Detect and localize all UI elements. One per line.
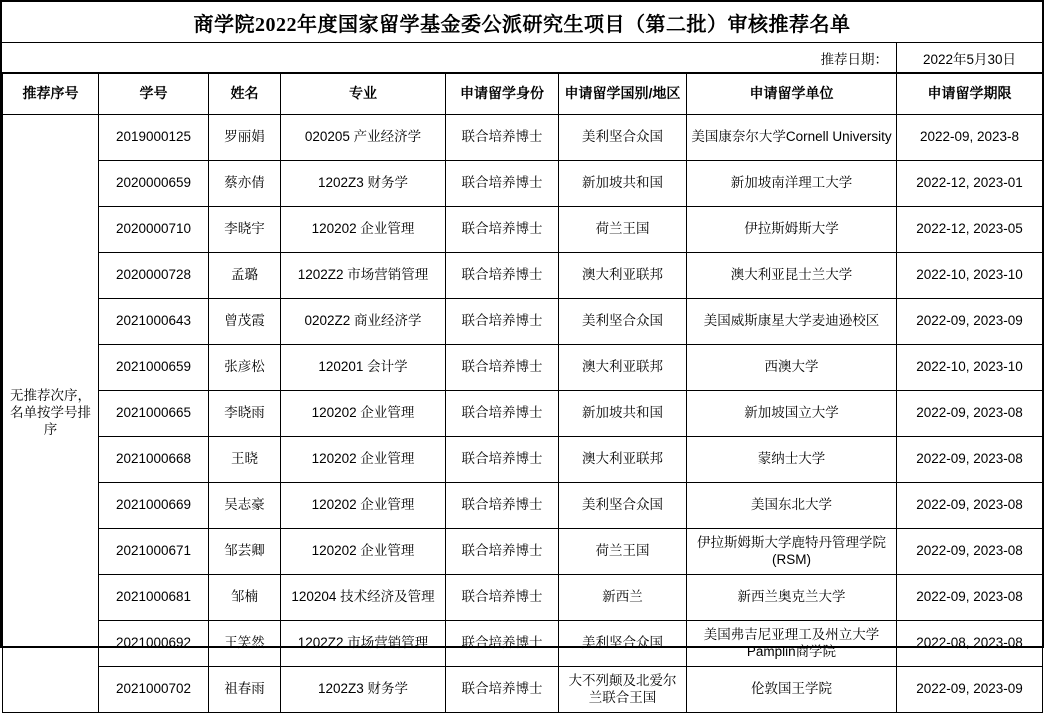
table-header-row xyxy=(3,74,1043,115)
cell-major: 0202Z2 商业经济学 xyxy=(281,299,446,345)
cell-major: 120204 技术经济及管理 xyxy=(281,575,446,621)
cell-identity: 联合培养博士 xyxy=(446,207,559,253)
cell-country: 新西兰 xyxy=(559,575,687,621)
recommendation-table xyxy=(2,73,1043,713)
cell-period: 2022-09, 2023-09 xyxy=(897,299,1043,345)
cell-identity: 联合培养博士 xyxy=(446,483,559,529)
cell-name: 李晓宇 xyxy=(209,207,281,253)
column-header-student-id: 学号 xyxy=(99,74,209,115)
cell-identity: 联合培养博士 xyxy=(446,437,559,483)
cell-institution: 西澳大学 xyxy=(687,345,897,391)
cell-period: 2022-09, 2023-08 xyxy=(897,529,1043,575)
cell-name: 曾茂霞 xyxy=(209,299,281,345)
cell-country: 荷兰王国 xyxy=(559,529,687,575)
cell-major: 020205 产业经济学 xyxy=(281,115,446,161)
cell-name: 李晓雨 xyxy=(209,391,281,437)
table-row xyxy=(3,299,1043,345)
cell-major: 1202Z3 财务学 xyxy=(281,161,446,207)
cell-student-id: 2020000728 xyxy=(99,253,209,299)
cell-institution: 澳大利亚昆士兰大学 xyxy=(687,253,897,299)
table-body xyxy=(3,115,1043,713)
cell-institution: 伦敦国王学院 xyxy=(687,667,897,713)
cell-name: 吴志豪 xyxy=(209,483,281,529)
cell-identity: 联合培养博士 xyxy=(446,299,559,345)
table-row xyxy=(3,621,1043,667)
cell-country: 澳大利亚联邦 xyxy=(559,253,687,299)
cell-period: 2022-08, 2023-08 xyxy=(897,621,1043,667)
cell-major: 120202 企业管理 xyxy=(281,391,446,437)
cell-country: 澳大利亚联邦 xyxy=(559,437,687,483)
table-row xyxy=(3,529,1043,575)
date-spacer xyxy=(2,43,706,72)
cell-name: 蔡亦倩 xyxy=(209,161,281,207)
cell-period: 2022-09, 2023-08 xyxy=(897,437,1043,483)
table-row xyxy=(3,667,1043,713)
title-row xyxy=(2,2,1042,43)
cell-student-id: 2020000710 xyxy=(99,207,209,253)
cell-major: 120202 企业管理 xyxy=(281,529,446,575)
cell-period: 2022-09, 2023-08 xyxy=(897,575,1043,621)
cell-name: 张彦松 xyxy=(209,345,281,391)
column-header-name: 姓名 xyxy=(209,74,281,115)
table-row xyxy=(3,253,1043,299)
table-row xyxy=(3,345,1043,391)
cell-major: 1202Z2 市场营销管理 xyxy=(281,621,446,667)
cell-identity: 联合培养博士 xyxy=(446,529,559,575)
cell-major: 1202Z3 财务学 xyxy=(281,667,446,713)
page-title: 商学院2022年度国家留学基金委公派研究生项目（第二批）审核推荐名单 xyxy=(193,13,851,36)
cell-student-id: 2021000681 xyxy=(99,575,209,621)
cell-name: 祖春雨 xyxy=(209,667,281,713)
table-row xyxy=(3,391,1043,437)
cell-identity: 联合培养博士 xyxy=(446,115,559,161)
cell-name: 王晓 xyxy=(209,437,281,483)
cell-country: 美利坚合众国 xyxy=(559,483,687,529)
column-header-order: 推荐序号 xyxy=(3,74,99,115)
cell-major: 120202 企业管理 xyxy=(281,207,446,253)
cell-institution: 伊拉斯姆斯大学鹿特丹管理学院(RSM) xyxy=(687,529,897,575)
cell-institution: 美国弗吉尼亚理工及州立大学Pamplin商学院 xyxy=(687,621,897,667)
cell-identity: 联合培养博士 xyxy=(446,253,559,299)
cell-identity: 联合培养博士 xyxy=(446,621,559,667)
table-row xyxy=(3,115,1043,161)
cell-identity: 联合培养博士 xyxy=(446,667,559,713)
cell-country: 美利坚合众国 xyxy=(559,621,687,667)
cell-name: 王笑然 xyxy=(209,621,281,667)
cell-period: 2022-12, 2023-01 xyxy=(897,161,1043,207)
column-header-identity: 申请留学身份 xyxy=(446,74,559,115)
cell-identity: 联合培养博士 xyxy=(446,345,559,391)
cell-identity: 联合培养博士 xyxy=(446,575,559,621)
cell-name: 罗丽娟 xyxy=(209,115,281,161)
cell-name: 邹楠 xyxy=(209,575,281,621)
cell-country: 新加坡共和国 xyxy=(559,161,687,207)
cell-institution: 伊拉斯姆斯大学 xyxy=(687,207,897,253)
cell-institution: 新加坡南洋理工大学 xyxy=(687,161,897,207)
cell-name: 孟璐 xyxy=(209,253,281,299)
cell-major: 120202 企业管理 xyxy=(281,437,446,483)
cell-name: 邹芸卿 xyxy=(209,529,281,575)
column-header-major: 专业 xyxy=(281,74,446,115)
cell-period: 2022-09, 2023-08 xyxy=(897,391,1043,437)
cell-student-id: 2021000671 xyxy=(99,529,209,575)
cell-institution: 美国威斯康星大学麦迪逊校区 xyxy=(687,299,897,345)
cell-period: 2022-12, 2023-05 xyxy=(897,207,1043,253)
cell-institution: 美国东北大学 xyxy=(687,483,897,529)
cell-major: 120202 企业管理 xyxy=(281,483,446,529)
cell-period: 2022-09, 2023-09 xyxy=(897,667,1043,713)
cell-country: 澳大利亚联邦 xyxy=(559,345,687,391)
cell-country: 新加坡共和国 xyxy=(559,391,687,437)
cell-student-id: 2019000125 xyxy=(99,115,209,161)
cell-period: 2022-10, 2023-10 xyxy=(897,345,1043,391)
cell-student-id: 2021000692 xyxy=(99,621,209,667)
recommend-date-label: 推荐日期： xyxy=(820,51,888,67)
date-row xyxy=(2,43,1042,73)
cell-country: 荷兰王国 xyxy=(559,207,687,253)
table-row xyxy=(3,161,1043,207)
cell-period: 2022-09, 2023-08 xyxy=(897,483,1043,529)
cell-student-id: 2021000669 xyxy=(99,483,209,529)
cell-student-id: 2021000702 xyxy=(99,667,209,713)
cell-institution: 新西兰奥克兰大学 xyxy=(687,575,897,621)
cell-country: 美利坚合众国 xyxy=(559,299,687,345)
cell-identity: 联合培养博士 xyxy=(446,391,559,437)
cell-institution: 美国康奈尔大学Cornell University xyxy=(687,115,897,161)
cell-identity: 联合培养博士 xyxy=(446,161,559,207)
cell-student-id: 2021000665 xyxy=(99,391,209,437)
column-header-period: 申请留学期限 xyxy=(897,74,1043,115)
order-note-cell: 无推荐次序，名单按学号排序 xyxy=(3,115,99,713)
column-header-institution: 申请留学单位 xyxy=(687,74,897,115)
cell-period: 2022-10, 2023-10 xyxy=(897,253,1043,299)
table-row xyxy=(3,483,1043,529)
cell-major: 1202Z2 市场营销管理 xyxy=(281,253,446,299)
cell-country: 大不列颠及北爱尔兰联合王国 xyxy=(559,667,687,713)
cell-student-id: 2020000659 xyxy=(99,161,209,207)
cell-major: 120201 会计学 xyxy=(281,345,446,391)
table-row xyxy=(3,207,1043,253)
cell-institution: 新加坡国立大学 xyxy=(687,391,897,437)
cell-student-id: 2021000668 xyxy=(99,437,209,483)
cell-student-id: 2021000643 xyxy=(99,299,209,345)
table-row xyxy=(3,437,1043,483)
cell-student-id: 2021000659 xyxy=(99,345,209,391)
cell-institution: 蒙纳士大学 xyxy=(687,437,897,483)
cell-period: 2022-09, 2023-8 xyxy=(897,115,1043,161)
column-header-country: 申请留学国别/地区 xyxy=(559,74,687,115)
recommend-date-value: 2022年5月30日 xyxy=(896,43,1042,72)
table-row xyxy=(3,575,1043,621)
cell-country: 美利坚合众国 xyxy=(559,115,687,161)
